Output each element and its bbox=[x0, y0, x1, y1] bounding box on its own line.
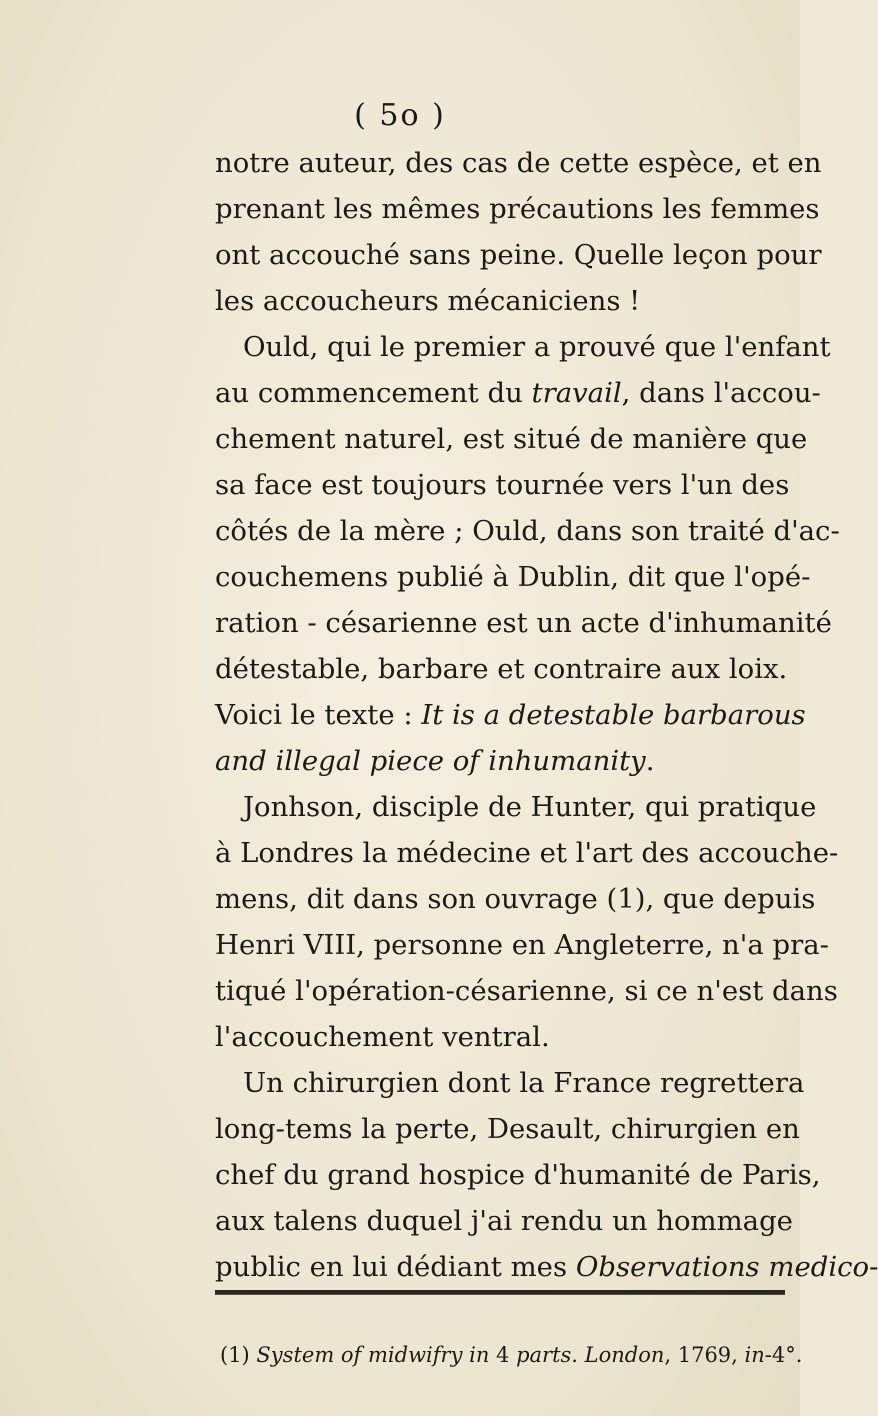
text-line-18 bbox=[215, 922, 829, 968]
text-segment: couchemens publié à Dublin, dit que l'opé- bbox=[215, 561, 811, 593]
footnote bbox=[220, 1343, 803, 1367]
text-segment: mens, dit dans son ouvrage (1), que depuis bbox=[215, 883, 816, 915]
text-line-16 bbox=[215, 830, 839, 876]
body-text bbox=[215, 140, 878, 1290]
text-line-7 bbox=[215, 416, 808, 462]
text-segment: ration - césarienne est un acte d'inhumanité bbox=[215, 607, 832, 639]
italic-text: and illegal piece of inhumanity bbox=[215, 745, 646, 777]
text-line-11 bbox=[215, 600, 832, 646]
text-line-20 bbox=[215, 1014, 785, 1060]
italic-text: It is a detestable barbarous bbox=[421, 699, 806, 731]
page-number: ( 5o ) bbox=[354, 98, 446, 133]
italic-text: travail bbox=[531, 377, 622, 409]
text-segment: aux talens duquel j'ai rendu un hommage bbox=[215, 1205, 793, 1237]
text-segment: -4°. bbox=[764, 1343, 803, 1367]
text-segment: l'accouchement ventral. bbox=[215, 1021, 550, 1053]
text-line-8 bbox=[215, 462, 790, 508]
text-segment: sa face est toujours tournée vers l'un des bbox=[215, 469, 790, 501]
text-line-17 bbox=[215, 876, 816, 922]
text-segment: long-tems la perte, Desault, chirurgien en bbox=[215, 1113, 800, 1145]
text-segment: ont accouché sans peine. Quelle leçon pour bbox=[215, 239, 822, 271]
text-segment: les accoucheurs mécaniciens ! bbox=[215, 285, 641, 317]
text-segment: prenant les mêmes précautions les femmes bbox=[215, 193, 820, 225]
text-segment: . bbox=[645, 745, 655, 777]
text-segment: détestable, barbare et contraire aux loix. bbox=[215, 653, 788, 685]
text-segment: Ould, qui le premier a prouvé que l'enfant bbox=[243, 331, 831, 363]
text-line-2 bbox=[215, 186, 820, 232]
text-segment: notre auteur, des cas de cette espèce, et en bbox=[215, 147, 822, 179]
text-segment: chef du grand hospice d'humanité de Paris, bbox=[215, 1159, 821, 1191]
text-segment: , dans l'accou- bbox=[621, 377, 821, 409]
italic-text: in bbox=[744, 1343, 765, 1367]
text-line-14 bbox=[215, 738, 785, 784]
text-segment: Un chirurgien dont la France regrettera bbox=[243, 1067, 805, 1099]
text-line-25 bbox=[215, 1244, 878, 1290]
text-line-23 bbox=[215, 1152, 821, 1198]
text-segment: à Londres la médecine et l'art des accouche- bbox=[215, 837, 839, 869]
text-line-3 bbox=[215, 232, 822, 278]
text-line-13 bbox=[215, 692, 806, 738]
text-line-19 bbox=[215, 968, 838, 1014]
text-line-12 bbox=[215, 646, 788, 692]
text-segment: tiqué l'opération-césarienne, si ce n'est dans bbox=[215, 975, 838, 1007]
text-line-5 bbox=[215, 324, 831, 370]
text-line-6 bbox=[215, 370, 821, 416]
text-segment: (1) bbox=[220, 1343, 257, 1367]
text-line-21 bbox=[215, 1060, 805, 1106]
italic-text: System of midwifry in bbox=[256, 1343, 490, 1367]
text-segment: Henri VIII, personne en Angleterre, n'a pra- bbox=[215, 929, 829, 961]
text-segment: côtés de la mère ; Ould, dans son traité d'ac- bbox=[215, 515, 840, 547]
footnote-divider bbox=[215, 1290, 785, 1294]
text-segment: Voici le texte : bbox=[215, 699, 422, 731]
text-segment: 4 bbox=[489, 1343, 517, 1367]
text-line-10 bbox=[215, 554, 811, 600]
text-line-15 bbox=[215, 784, 817, 830]
text-line-24 bbox=[215, 1198, 793, 1244]
italic-text: Observations medico- bbox=[575, 1251, 878, 1283]
text-segment: chement naturel, est situé de manière que bbox=[215, 423, 808, 455]
text-line-9 bbox=[215, 508, 840, 554]
text-line-1 bbox=[215, 140, 822, 186]
text-segment: au commencement du bbox=[215, 377, 532, 409]
text-segment: public en lui dédiant mes bbox=[215, 1251, 576, 1283]
italic-text: parts. London bbox=[516, 1343, 665, 1367]
text-segment: Jonhson, disciple de Hunter, qui pratique bbox=[243, 791, 817, 823]
text-segment: , 1769, bbox=[664, 1343, 745, 1367]
text-line-22 bbox=[215, 1106, 800, 1152]
text-line-4 bbox=[215, 278, 785, 324]
